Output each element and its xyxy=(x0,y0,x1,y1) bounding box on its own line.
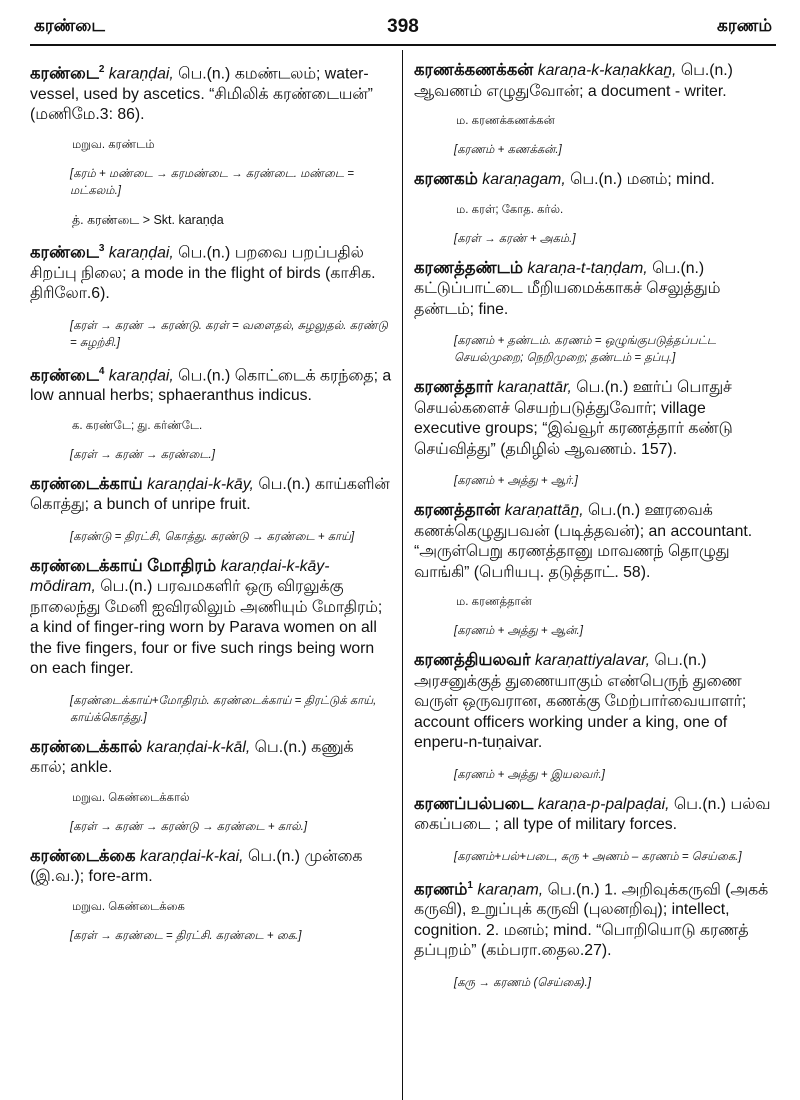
transliteration: karaṇagam, xyxy=(482,171,566,188)
etymology: [கரள் → கரண் → கரண்டை.] xyxy=(70,448,215,461)
dictionary-entry xyxy=(414,650,776,784)
right-column xyxy=(403,50,776,1100)
sense-number: 4 xyxy=(98,365,105,377)
etymology: [கரணம் + தண்டம். கரணம் = ஒழுங்குபடுத்தப்பட்ட செயல்முறை; நெறிமுறை; தண்டம் = தப்பு.] xyxy=(454,335,717,364)
etymology: [கரணம் + அத்து + இயலவர்.] xyxy=(454,768,605,781)
headword: கரண்டை xyxy=(30,64,99,83)
dictionary-entry xyxy=(414,794,776,866)
transliteration: karaṇa-k-kaṇakkaṉ, xyxy=(537,62,677,79)
cognate-note: க. கரண்டே; து. கர்ண்டே. xyxy=(72,419,203,432)
cognate-note: மறுவ. கெண்டைக்கால் xyxy=(72,791,190,804)
transliteration: karaṇa-p-palpaḍai, xyxy=(537,795,670,813)
headword: கரணக்கணக்கன் xyxy=(414,61,534,79)
entry-text xyxy=(414,258,776,321)
entry-text xyxy=(30,737,392,779)
entry-text xyxy=(414,500,776,583)
dictionary-entry xyxy=(30,846,392,945)
dictionary-entry xyxy=(414,500,776,640)
transliteration: karaṇḍai-k-kāl, xyxy=(146,738,251,756)
dictionary-entry xyxy=(414,169,776,248)
transliteration: karaṇḍai, xyxy=(108,366,174,384)
etymology: [கரணம் + கணக்கன்.] xyxy=(454,144,562,156)
entry-text xyxy=(30,239,392,305)
dictionary-entry xyxy=(414,876,776,992)
dictionary-entry xyxy=(30,556,392,727)
headword: கரணப்பல்படை xyxy=(414,794,534,813)
entry-text xyxy=(30,846,392,888)
dictionary-entry xyxy=(30,474,392,546)
etymology: [கரணம் + அத்து + ஆன்.] xyxy=(454,625,583,637)
etymology: [கரண்டு = திரட்சி, கொத்து. கரண்டு → கரண்டை + காய்] xyxy=(70,530,355,543)
definition: பெ.(n.) காய்களின் கொத்து; a bunch of unripe fruit. xyxy=(30,475,390,514)
columns xyxy=(30,50,776,1100)
transliteration: karaṇḍai-k-kai, xyxy=(139,847,244,865)
definition: பெ.(n.) ஆவணம் எழுதுவோன்; a document - writer. xyxy=(414,62,733,100)
transliteration: karaṇam, xyxy=(477,880,544,898)
headword: கரண்டைக்காய் xyxy=(30,474,143,493)
headword: கரண்டைக்காய் மோதிரம் xyxy=(30,556,217,575)
entry-text xyxy=(30,556,392,680)
cognate-note: ம. கரணக்கணக்கன் xyxy=(456,115,555,127)
entry-text xyxy=(414,876,776,962)
transliteration: karaṇattiyalavar, xyxy=(535,652,651,669)
entry-text xyxy=(414,650,776,754)
dictionary-entry xyxy=(30,239,392,352)
definition: பெ.(n.) கமண்டலம்; water-vessel, used by ascetics. “சிமிலிக் கரண்டையன்” (மணிமே.3: 86). xyxy=(30,65,373,124)
transliteration: karaṇḍai, xyxy=(108,244,174,262)
headword: கரணம் xyxy=(414,879,468,898)
etymology: [கரணம் + அத்து + ஆர்.] xyxy=(454,475,578,487)
etymology: [கரணம்+பல்+படை, கரு + அணம் – கரணம் = செய்கை.] xyxy=(454,850,742,863)
transliteration: karaṇḍai-k-kāy, xyxy=(147,475,254,493)
headword: கரணத்தான் xyxy=(414,501,501,519)
headword: கரண்டைக்கை xyxy=(30,846,136,865)
entry-text xyxy=(414,60,776,102)
transliteration: karaṇa-t-taṇḍam, xyxy=(527,259,648,277)
entry-text xyxy=(30,362,392,407)
definition: பெ.(n.) பல்வ கைப்படை ; all type of military forces. xyxy=(414,795,771,833)
definition: பெ.(n.) ஊரவைக் கணக்கெழுதுபவன் (படித்தவன்); an accountant. “அருள்பெறு கரணத்தானு மாவணந் தொழுது வாங்கி” (பெரியபு. தடுத்தாட். 58). xyxy=(414,502,753,581)
etymology: [கரள் → கரண் + அகம்.] xyxy=(454,232,576,245)
transliteration: karaṇattār, xyxy=(497,379,572,396)
page-number: 398 xyxy=(387,16,419,37)
etymology: [கரு → கரணம் (செய்கை).] xyxy=(454,976,591,989)
entry-text xyxy=(30,474,392,516)
headword: கரண்டைக்கால் xyxy=(30,737,143,756)
cognate-note: மறுவ. கெண்டைக்கை xyxy=(72,900,185,913)
definition: பெ.(n.) கணுக் கால்; ankle. xyxy=(30,738,354,777)
headword: கரணத்தண்டம் xyxy=(414,258,523,277)
transliteration: karaṇḍai-k-kāy-mōdiram, xyxy=(30,557,330,596)
entry-text xyxy=(414,169,776,191)
transliteration: karaṇattāṉ, xyxy=(504,502,584,519)
etymology: [கரள் → கரண் → கரண்டு → கரண்டை + கால்.] xyxy=(70,820,308,833)
entry-text xyxy=(30,60,392,126)
etymology: [கரள் → கரண் → கரண்டு. கரள் = வளைதல், சுழலுதல். கரண்டு = சுழற்சி.] xyxy=(70,319,388,349)
definition: பெ.(n.) பரவமகளிர் ஒரு விரலுக்கு நாலைந்து மேனி ஐவிரலிலும் அணியும் மோதிரம்; a kind of finger-ring worn by Parava women on all the five fingers, four or five such rings being worn on each finger. xyxy=(30,578,383,678)
left-column xyxy=(30,50,403,1100)
headword: கரணகம் xyxy=(414,170,478,188)
cognate-note: ம. கரணத்தான் xyxy=(456,596,532,608)
dictionary-entry xyxy=(414,60,776,159)
headword: கரணத்தார் xyxy=(414,378,493,396)
cognate-note: மறுவ. கரண்டம் xyxy=(72,138,155,151)
entry-text xyxy=(414,377,776,460)
right-guide-word: கரணம் xyxy=(717,16,772,35)
definition: பெ.(n.) ஊர்ப் பொதுச் செயல்களைச் செயற்படுத்துவோர்; village executive groups; “இவ்வூர் கரணத்தார் கண்டு செய்வித்து” (தமிழில் ஆவணம். 157). xyxy=(414,379,733,458)
etymology: [கரம் + மண்டை → கரமண்டை → கரண்டை. மண்டை = மட்கலம்.] xyxy=(70,167,354,197)
sense-number: 3 xyxy=(98,242,105,254)
definition: பெ.(n.) கட்டுப்பாட்டை மீறியமைக்காகச் செலுத்தும் தண்டம்; fine. xyxy=(414,259,721,318)
definition: பெ.(n.) 1. அறிவுக்கருவி (அகக் கருவி), உறுப்புக் கருவி (புலனறிவு); intellect, cognition. 2. மனம்; mind. “பொறியொடு கரணத் தப்புறம்” (கம்பரா.தைல.27). xyxy=(414,880,769,960)
dictionary-entry xyxy=(30,737,392,836)
headword: கரண்டை xyxy=(30,365,99,384)
definition: பெ.(n.) பறவை பறப்பதில் சிறப்பு நிலை; a mode in the flight of birds (காசிக. திரிலோ.6). xyxy=(30,244,376,303)
definition: பெ.(n.) முன்கை (இ.வ.); fore-arm. xyxy=(30,847,363,886)
headword: கரணத்தியலவர் xyxy=(414,651,531,669)
definition: பெ.(n.) மனம்; mind. xyxy=(570,171,715,188)
page-header xyxy=(30,14,776,46)
dictionary-entry xyxy=(414,377,776,490)
cognate-note: ம. கரள்; கோத. கர்ல். xyxy=(456,203,564,216)
transliteration: karaṇḍai, xyxy=(108,65,174,83)
definition: பெ.(n.) அரசனுக்குத் துணையாகும் எண்பெருந் துணை வருள் ஒருவரான, கணக்கு மேற்பார்வையாளர்; account officers working under a king, one of enperu-n-tuṇaivar. xyxy=(414,652,747,751)
entry-text xyxy=(414,794,776,836)
etymology: [கரள் → கரண்டை = திரட்சி. கரண்டை + கை.] xyxy=(70,929,302,942)
left-guide-word: கரண்டை xyxy=(34,16,105,35)
dictionary-entry xyxy=(30,362,392,464)
headword: கரண்டை xyxy=(30,243,99,262)
sanskrit-note: த். கரண்டை > Skt. karaṇḍa xyxy=(72,212,224,227)
dictionary-entry xyxy=(30,60,392,229)
dictionary-entry xyxy=(414,258,776,368)
definition: பெ.(n.) கொட்டைக் கரந்தை; a low annual herbs; sphaeranthus indicus. xyxy=(30,366,392,405)
sense-number: 2 xyxy=(98,64,105,75)
etymology: [கரண்டைக்காய்+மோதிரம். கரண்டைக்காய் = திரட்டுக் காய், காய்க்கொத்து.] xyxy=(70,694,377,724)
sense-number: 1 xyxy=(467,879,473,891)
